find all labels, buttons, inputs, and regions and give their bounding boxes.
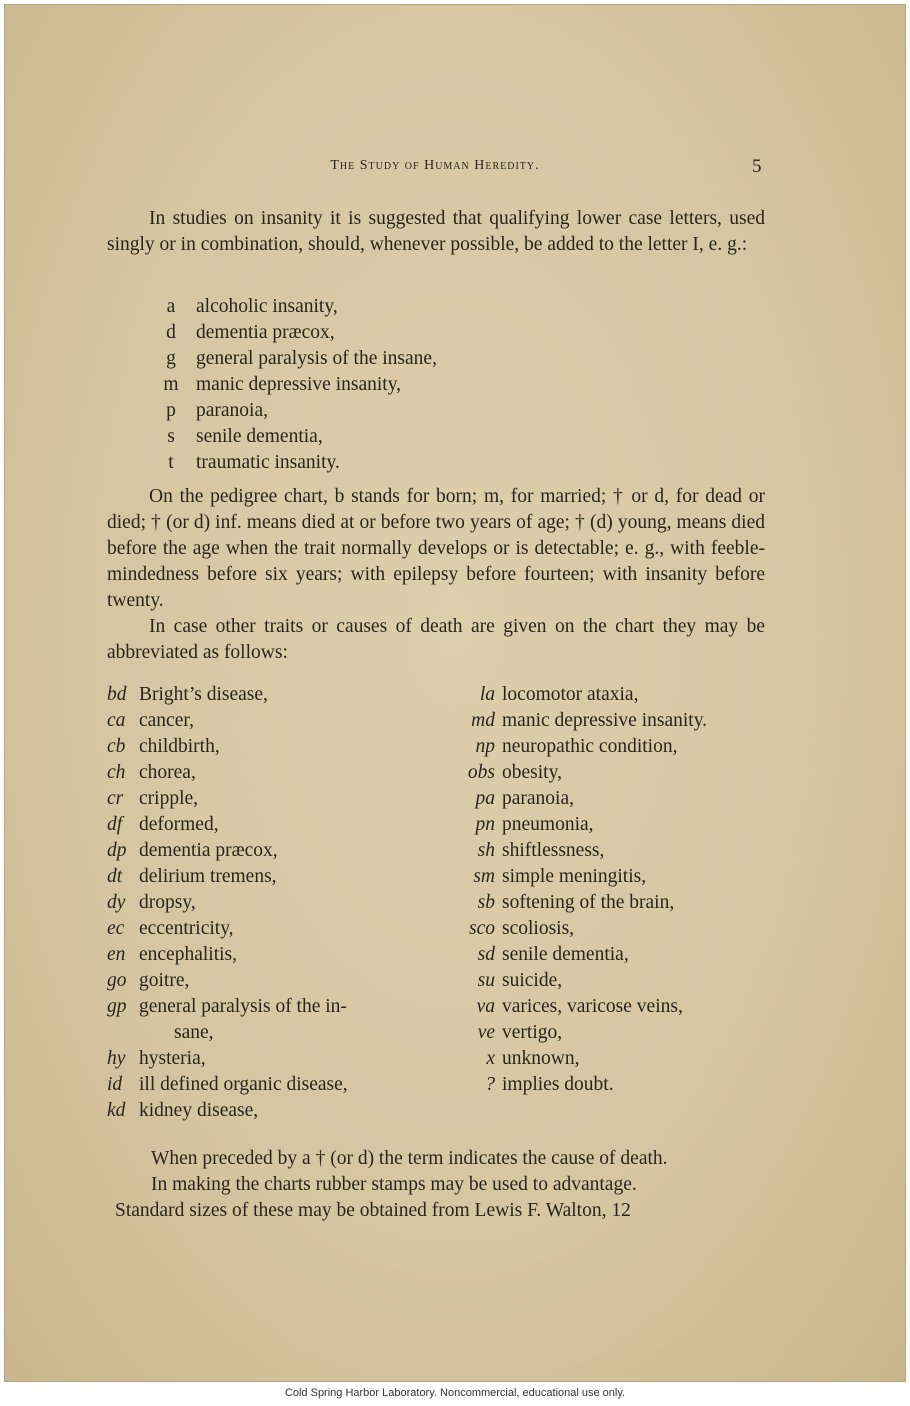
list-item <box>160 450 437 476</box>
abbreviation: gp <box>107 996 127 1017</box>
list-item <box>455 708 775 734</box>
abbreviation: dy <box>107 892 126 913</box>
list-item-continuation <box>107 1020 427 1046</box>
code-letter: d <box>166 322 176 343</box>
closing-paragraphs <box>107 1146 767 1224</box>
abbreviation-label: cancer, <box>139 710 194 731</box>
list-item <box>107 1098 427 1124</box>
insanity-code-list <box>160 294 437 476</box>
code-letter: g <box>166 348 176 369</box>
code-label: general paralysis of the insane, <box>196 348 437 369</box>
abbreviation: sd <box>477 944 495 965</box>
code-label: alcoholic insanity, <box>196 296 338 317</box>
page-number: 5 <box>752 156 762 177</box>
abbreviation-list-right <box>455 682 775 1098</box>
list-item <box>107 916 427 942</box>
list-item <box>455 942 775 968</box>
abbreviation-label: eccentricity, <box>139 918 234 939</box>
abbreviation-label: Bright’s disease, <box>139 684 268 705</box>
abbreviation-label: shiftlessness, <box>502 840 605 861</box>
list-item <box>455 786 775 812</box>
list-item <box>160 294 437 320</box>
abbreviation-label: obesity, <box>502 762 562 783</box>
abbreviation-label: vertigo, <box>502 1022 563 1043</box>
list-item <box>107 708 427 734</box>
abbreviation-label: softening of the brain, <box>502 892 675 913</box>
list-item <box>107 812 427 838</box>
list-item <box>160 398 437 424</box>
abbreviation-label: manic depressive insanity. <box>502 710 708 731</box>
abbreviation: np <box>475 736 495 757</box>
abbreviation-label: hysteria, <box>139 1048 206 1069</box>
list-item <box>455 682 775 708</box>
abbreviation-label: cripple, <box>139 788 199 809</box>
code-letter: a <box>166 296 176 317</box>
list-item <box>455 968 775 994</box>
list-item <box>107 786 427 812</box>
abbreviation-label: unknown, <box>502 1048 580 1069</box>
list-item <box>107 1046 427 1072</box>
closing-line: When preceded by a † (or d) the term indicates the cause of death. <box>151 1148 668 1169</box>
list-item <box>107 994 427 1020</box>
abbreviation-label: deformed, <box>139 814 219 835</box>
list-item <box>107 942 427 968</box>
abbreviation: ca <box>107 710 126 731</box>
list-item <box>455 994 775 1020</box>
list-item <box>107 968 427 994</box>
list-item <box>160 372 437 398</box>
code-label: traumatic insanity. <box>196 452 340 473</box>
abbreviation-label: neuropathic condition, <box>502 736 678 757</box>
list-item <box>160 424 437 450</box>
list-item <box>107 864 427 890</box>
abbreviation: cb <box>107 736 126 757</box>
list-item <box>160 320 437 346</box>
abbreviation-label: dropsy, <box>139 892 196 913</box>
abbreviation-label: kidney disease, <box>139 1100 259 1121</box>
abbreviation: id <box>107 1074 123 1095</box>
list-item <box>107 734 427 760</box>
abbreviation-list-left <box>107 682 427 1124</box>
list-item <box>455 890 775 916</box>
abbreviation-label: suicide, <box>502 970 563 991</box>
list-item <box>107 682 427 708</box>
abbreviation: hy <box>107 1048 126 1069</box>
abbreviation: df <box>107 814 123 835</box>
list-item <box>455 838 775 864</box>
abbreviation: pa <box>475 788 495 809</box>
archive-caption: Cold Spring Harbor Laboratory. Noncommercial, educational use only. <box>284 1387 626 1399</box>
abbreviation-label: general paralysis of the in- <box>139 996 347 1017</box>
code-label: manic depressive insanity, <box>196 374 402 395</box>
abbreviation: ch <box>107 762 126 783</box>
page-header <box>0 156 910 180</box>
abbreviation: cr <box>107 788 124 809</box>
abbreviation: pn <box>475 814 495 835</box>
abbreviation-label: chorea, <box>139 762 196 783</box>
running-title: The Study of Human Heredity. <box>330 158 540 173</box>
abbreviation: en <box>107 944 126 965</box>
abbreviation-label: childbirth, <box>139 736 220 757</box>
list-item <box>107 838 427 864</box>
list-item <box>455 760 775 786</box>
abbreviation: dp <box>107 840 127 861</box>
closing-line: Standard sizes of these may be obtained from Lewis F. Walton, 12 <box>115 1200 631 1221</box>
list-item <box>455 812 775 838</box>
list-item <box>455 916 775 942</box>
abbreviation: kd <box>107 1100 126 1121</box>
abbreviation: sm <box>473 866 495 887</box>
abbreviation: la <box>479 684 495 705</box>
abbreviation: x <box>486 1048 495 1069</box>
abbreviation: sb <box>477 892 495 913</box>
abbreviation: va <box>476 996 495 1017</box>
abbreviation: bd <box>107 684 127 705</box>
list-item <box>107 1072 427 1098</box>
list-item <box>455 1020 775 1046</box>
abbreviation: md <box>471 710 495 731</box>
list-item <box>455 1072 775 1098</box>
abbreviation: ec <box>107 918 125 939</box>
paragraph-insanity-intro: In studies on insanity it is suggested that qualifying lower case letters, used singly or in combination, should, whenever possible, be added to the letter I, e. g.: <box>107 208 765 255</box>
abbreviation-label: dementia præcox, <box>139 840 278 861</box>
abbreviation-label: varices, varicose veins, <box>502 996 683 1017</box>
abbreviation: ? <box>485 1074 495 1095</box>
abbreviation: ve <box>477 1022 495 1043</box>
abbreviation-label: pneumonia, <box>502 814 594 835</box>
list-item <box>160 346 437 372</box>
abbreviation-label: locomotor ataxia, <box>502 684 639 705</box>
paragraph-pedigree-symbols: On the pedigree chart, b stands for born; m, for married; † or d, for dead or died; † (or d) inf. means died at or before two years of age; † (d) young, means died before the age when the trait normally develops or is detectable; e. g., with feeble-mindedness before six years; with epilepsy before fourteen; with insanity before twenty. <box>107 486 765 611</box>
list-item <box>107 760 427 786</box>
list-item <box>455 864 775 890</box>
abbreviation-label: delirium tremens, <box>139 866 277 887</box>
abbreviation: su <box>477 970 495 991</box>
abbreviation-label: simple meningitis, <box>502 866 647 887</box>
paragraph-abbreviations-intro: In case other traits or causes of death are given on the chart they may be abbreviated as follows: <box>107 616 765 663</box>
abbreviation-label: goitre, <box>139 970 190 991</box>
abbreviation-label: paranoia, <box>502 788 575 809</box>
abbreviation-label: scoliosis, <box>502 918 575 939</box>
code-label: paranoia, <box>196 400 269 421</box>
abbreviation-label: senile dementia, <box>502 944 629 965</box>
abbreviation: sh <box>477 840 495 861</box>
code-label: senile dementia, <box>196 426 323 447</box>
closing-line: In making the charts rubber stamps may be used to advantage. <box>151 1174 637 1195</box>
abbreviation: sco <box>469 918 495 939</box>
abbreviation: go <box>107 970 127 991</box>
code-letter: p <box>166 400 176 421</box>
abbreviation-label: encephalitis, <box>139 944 238 965</box>
code-letter: t <box>168 452 174 473</box>
abbreviation-label: sane, <box>174 1022 214 1043</box>
abbreviation: obs <box>467 762 495 783</box>
code-letter: s <box>167 426 175 447</box>
code-label: dementia præcox, <box>196 322 335 343</box>
abbreviation: dt <box>107 866 123 887</box>
list-item <box>455 734 775 760</box>
abbreviation-label: ill defined organic disease, <box>139 1074 348 1095</box>
list-item <box>107 890 427 916</box>
abbreviation-label: implies doubt. <box>502 1074 614 1095</box>
list-item <box>455 1046 775 1072</box>
code-letter: m <box>163 374 179 395</box>
